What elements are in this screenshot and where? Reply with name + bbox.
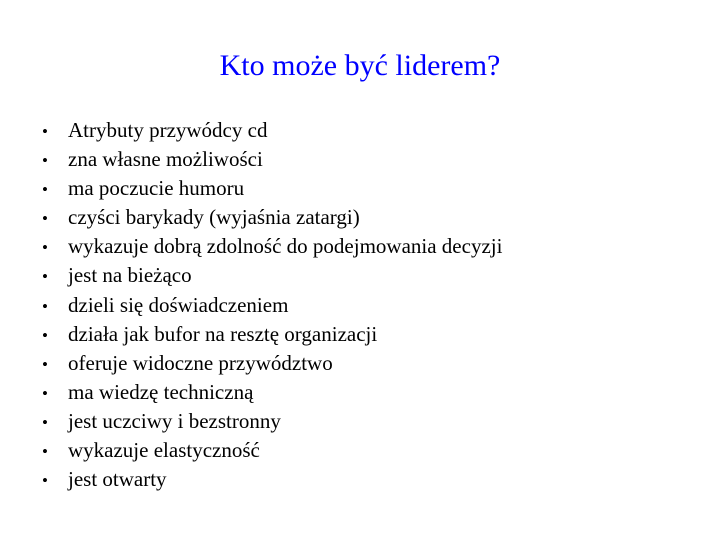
bullet-icon: •: [42, 238, 48, 258]
list-item: [42, 147, 502, 176]
bullet-icon: •: [42, 151, 48, 171]
bullet-icon: •: [42, 325, 48, 345]
bullet-icon: •: [42, 267, 48, 287]
bullet-icon: •: [42, 383, 48, 403]
list-item-text: jest uczciwy i bezstronny: [68, 408, 281, 433]
list-item: [42, 118, 502, 147]
list-item: [42, 263, 502, 292]
bullet-icon: •: [42, 122, 48, 141]
list-item-text: Atrybuty przywódcy cd: [68, 118, 268, 142]
list-item: [42, 176, 502, 205]
list-item-text: działa jak bufor na resztę organizacji: [68, 321, 378, 346]
list-item: [42, 322, 502, 351]
list-item-text: ma wiedzę techniczną: [68, 379, 254, 404]
slide-title: Kto może być liderem?: [219, 49, 501, 82]
bullet-list: [42, 118, 502, 496]
list-item-text: dzieli się doświadczeniem: [68, 292, 289, 317]
list-item-text: jest na bieżąco: [68, 263, 192, 288]
bullet-icon: •: [42, 354, 48, 374]
bullet-icon: •: [42, 442, 48, 462]
list-item-text: ma poczucie humoru: [68, 176, 245, 201]
list-item: [42, 380, 502, 409]
bullet-icon: •: [42, 209, 48, 229]
list-item-text: wykazuje dobrą zdolność do podejmowania decyzji: [68, 234, 503, 259]
list-item: [42, 293, 502, 322]
list-item-text: jest otwarty: [68, 467, 167, 492]
bullet-icon: •: [42, 296, 48, 316]
list-item-text: czyści barykady (wyjaśnia zatargi): [68, 205, 360, 230]
list-item-text: zna własne możliwości: [68, 147, 263, 172]
list-item: [42, 205, 502, 234]
list-item: [42, 234, 502, 263]
list-item: [42, 351, 502, 380]
bullet-icon: •: [42, 412, 48, 432]
bullet-icon: •: [42, 471, 48, 491]
list-item-text: wykazuje elastyczność: [68, 438, 260, 463]
list-item: [42, 467, 502, 496]
bullet-icon: •: [42, 180, 48, 200]
list-item-text: oferuje widoczne przywództwo: [68, 350, 333, 375]
list-item: [42, 409, 502, 438]
list-item: [42, 438, 502, 467]
